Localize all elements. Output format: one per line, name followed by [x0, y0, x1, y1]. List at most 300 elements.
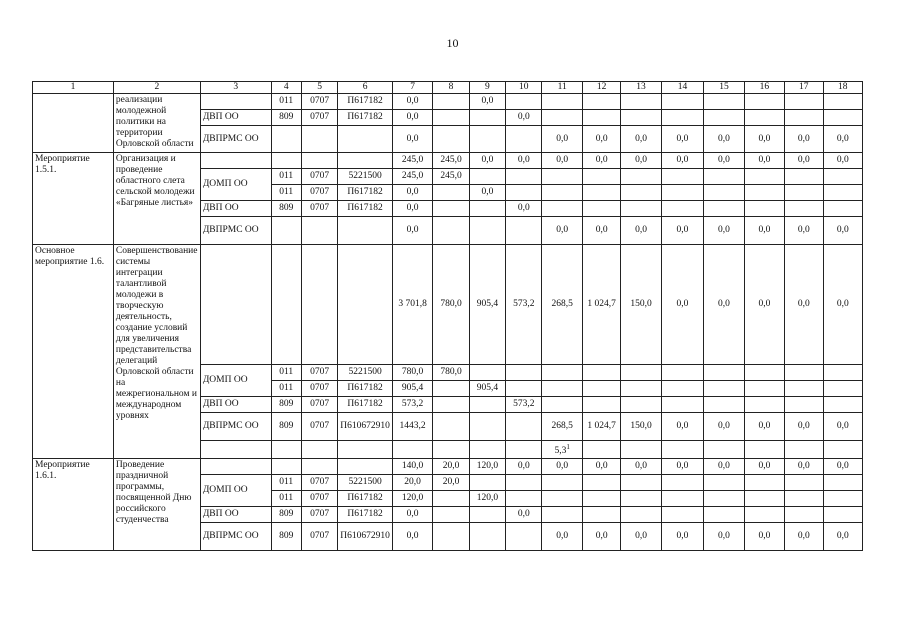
value-cell: П617182 — [338, 185, 393, 201]
value-cell: 0,0 — [392, 110, 432, 126]
value-cell — [704, 381, 744, 397]
table-cell — [506, 441, 542, 459]
table-cell — [506, 169, 542, 185]
value-cell: 0,0 — [785, 413, 823, 441]
value-cell — [744, 491, 784, 507]
value-cell: 120,0 — [392, 491, 432, 507]
value-cell: 0,0 — [744, 217, 784, 245]
value-cell: 268,5 — [542, 245, 582, 365]
value-cell — [744, 507, 784, 523]
value-cell: 0,0 — [542, 217, 582, 245]
table-cell — [469, 413, 505, 441]
value-cell — [704, 397, 744, 413]
value-cell: П617182 — [338, 491, 393, 507]
value-cell — [621, 491, 661, 507]
value-cell — [704, 185, 744, 201]
table-cell — [271, 245, 301, 365]
column-header: 8 — [433, 82, 469, 94]
value-cell — [542, 475, 582, 491]
value-cell: 011 — [271, 94, 301, 110]
value-cell: 0,0 — [621, 153, 661, 169]
value-cell — [469, 475, 505, 491]
value-cell: П610672910 — [338, 523, 393, 551]
table-cell — [271, 459, 301, 475]
value-cell: 0,0 — [704, 413, 744, 441]
value-cell — [704, 169, 744, 185]
source-cell: ДВПРМС ОО — [200, 413, 271, 441]
value-cell — [661, 397, 703, 413]
value-cell: 0,0 — [621, 126, 661, 153]
table-cell — [621, 441, 661, 459]
table-cell — [506, 185, 542, 201]
value-cell: 0,0 — [542, 126, 582, 153]
value-cell — [823, 94, 863, 110]
value-cell: 905,4 — [392, 381, 432, 397]
value-cell: 245,0 — [392, 169, 432, 185]
value-cell: 0,0 — [785, 217, 823, 245]
value-cell: 0,0 — [661, 245, 703, 365]
value-cell: 573,2 — [506, 245, 542, 365]
value-cell: 0707 — [301, 523, 337, 551]
value-cell: 0,0 — [744, 126, 784, 153]
value-cell — [433, 381, 469, 397]
value-cell: 0,0 — [392, 185, 432, 201]
value-cell — [823, 491, 863, 507]
value-cell: 0,0 — [704, 245, 744, 365]
value-cell — [661, 110, 703, 126]
item-name: Организация и проведение областного слета сельской молодежи «Багряные листья» — [113, 153, 200, 245]
value-cell: 0,0 — [744, 459, 784, 475]
value-cell — [785, 185, 823, 201]
value-cell: 0,0 — [661, 523, 703, 551]
value-cell: 0707 — [301, 397, 337, 413]
value-cell — [785, 381, 823, 397]
column-header: 11 — [542, 82, 582, 94]
table-cell — [469, 523, 505, 551]
value-cell — [582, 381, 620, 397]
value-cell — [582, 507, 620, 523]
value-cell: 0707 — [301, 94, 337, 110]
table-cell — [433, 441, 469, 459]
value-cell: 0,0 — [469, 94, 505, 110]
value-cell: 0,0 — [823, 245, 863, 365]
value-cell: 0,0 — [392, 507, 432, 523]
value-cell: 0,0 — [582, 153, 620, 169]
value-cell: 0,0 — [785, 153, 823, 169]
table-cell — [506, 365, 542, 381]
value-cell — [433, 94, 469, 110]
value-cell — [785, 110, 823, 126]
source-cell: ДВП ОО — [200, 397, 271, 413]
value-cell — [621, 381, 661, 397]
table-cell — [469, 201, 505, 217]
value-cell: 20,0 — [433, 475, 469, 491]
value-cell: 0,0 — [785, 523, 823, 551]
table-cell — [301, 126, 337, 153]
value-cell: 0,0 — [506, 459, 542, 475]
value-cell: 0,0 — [506, 153, 542, 169]
table-cell — [301, 459, 337, 475]
value-cell: 809 — [271, 507, 301, 523]
value-cell — [744, 94, 784, 110]
value-cell: П610672910 — [338, 413, 393, 441]
value-cell — [542, 201, 582, 217]
table-cell — [433, 507, 469, 523]
value-cell — [433, 185, 469, 201]
item-name: Проведение праздничной программы, посвященной Дню российского студенчества — [113, 459, 200, 551]
table-cell — [392, 441, 432, 459]
value-cell: 0707 — [301, 110, 337, 126]
source-cell — [200, 153, 271, 169]
value-cell: 0,0 — [506, 507, 542, 523]
table-cell — [200, 441, 271, 459]
value-cell — [469, 169, 505, 185]
value-cell: 5221500 — [338, 169, 393, 185]
value-cell — [621, 475, 661, 491]
table-cell — [469, 507, 505, 523]
table-cell — [271, 153, 301, 169]
value-cell — [744, 201, 784, 217]
value-cell — [785, 475, 823, 491]
table-cell — [823, 441, 863, 459]
value-cell — [542, 185, 582, 201]
table-cell — [338, 153, 393, 169]
value-cell — [621, 365, 661, 381]
value-cell: 150,0 — [621, 245, 661, 365]
value-cell: 809 — [271, 523, 301, 551]
value-cell — [704, 365, 744, 381]
value-cell: 0,0 — [744, 523, 784, 551]
value-cell — [621, 110, 661, 126]
code-cell — [33, 94, 114, 153]
value-cell: 5221500 — [338, 365, 393, 381]
source-cell — [200, 459, 271, 475]
value-cell: 0707 — [301, 413, 337, 441]
source-cell: ДВПРМС ОО — [200, 217, 271, 245]
value-cell: 0,0 — [661, 126, 703, 153]
value-cell — [744, 169, 784, 185]
source-cell: ДОМП ОО — [200, 169, 271, 201]
value-cell: 268,5 — [542, 413, 582, 441]
value-cell — [582, 94, 620, 110]
column-header: 12 — [582, 82, 620, 94]
column-header: 7 — [392, 82, 432, 94]
table-row — [33, 82, 863, 94]
table-cell — [433, 217, 469, 245]
value-cell: 0,0 — [823, 523, 863, 551]
table-row — [33, 459, 863, 475]
value-cell — [823, 365, 863, 381]
column-header: 10 — [506, 82, 542, 94]
value-cell — [744, 397, 784, 413]
value-cell: П617182 — [338, 381, 393, 397]
table-cell — [433, 523, 469, 551]
value-cell: 809 — [271, 397, 301, 413]
value-cell — [785, 365, 823, 381]
value-cell — [823, 507, 863, 523]
value-cell: П617182 — [338, 110, 393, 126]
value-cell: 0707 — [301, 507, 337, 523]
value-cell — [582, 491, 620, 507]
value-cell — [704, 475, 744, 491]
value-cell — [704, 110, 744, 126]
value-cell: 0,0 — [469, 185, 505, 201]
table-cell — [271, 126, 301, 153]
table-cell — [433, 397, 469, 413]
source-cell: ДВП ОО — [200, 507, 271, 523]
column-header: 18 — [823, 82, 863, 94]
source-cell: ДВПРМС ОО — [200, 126, 271, 153]
value-cell: 0707 — [301, 185, 337, 201]
value-cell — [785, 169, 823, 185]
source-cell: ДВПРМС ОО — [200, 523, 271, 551]
table-cell — [301, 441, 337, 459]
value-cell: 120,0 — [469, 491, 505, 507]
value-cell — [744, 381, 784, 397]
value-cell: 0,0 — [785, 126, 823, 153]
value-cell: 245,0 — [433, 169, 469, 185]
table-row — [33, 153, 863, 169]
value-cell — [661, 491, 703, 507]
value-cell: П617182 — [338, 397, 393, 413]
value-cell: П617182 — [338, 94, 393, 110]
column-header: 6 — [338, 82, 393, 94]
value-cell — [542, 169, 582, 185]
value-cell — [506, 94, 542, 110]
column-header: 13 — [621, 82, 661, 94]
table-cell — [433, 126, 469, 153]
value-cell — [785, 491, 823, 507]
value-cell: 0,0 — [661, 153, 703, 169]
footnote-mark: 1 — [566, 442, 570, 451]
value-cell — [661, 185, 703, 201]
value-cell — [661, 507, 703, 523]
value-cell: 0,0 — [785, 459, 823, 475]
value-cell — [661, 365, 703, 381]
value-cell: 5221500 — [338, 475, 393, 491]
value-cell — [661, 475, 703, 491]
value-cell — [744, 110, 784, 126]
value-cell — [582, 185, 620, 201]
value-cell — [433, 491, 469, 507]
value-cell: 0,0 — [704, 153, 744, 169]
value-cell — [704, 94, 744, 110]
value-cell — [704, 201, 744, 217]
value-cell — [621, 507, 661, 523]
value-cell: 780,0 — [433, 245, 469, 365]
source-cell: ДОМП ОО — [200, 365, 271, 397]
source-cell — [200, 94, 271, 110]
value-cell: 0,0 — [661, 459, 703, 475]
value-cell — [621, 94, 661, 110]
table-cell — [506, 491, 542, 507]
table-cell — [506, 413, 542, 441]
item-code: Мероприятие 1.5.1. — [33, 153, 114, 245]
value-cell: 0,0 — [542, 523, 582, 551]
value-cell — [785, 94, 823, 110]
table-cell — [271, 441, 301, 459]
value-cell: 0,0 — [744, 153, 784, 169]
table-cell — [338, 126, 393, 153]
table-cell — [433, 201, 469, 217]
value-cell: 0,0 — [704, 523, 744, 551]
value-cell: 140,0 — [392, 459, 432, 475]
table-cell — [301, 217, 337, 245]
value-cell — [744, 185, 784, 201]
value-cell — [661, 381, 703, 397]
value-cell — [785, 507, 823, 523]
value-cell — [704, 507, 744, 523]
value-cell: 0,0 — [744, 245, 784, 365]
value-cell: 0,0 — [823, 217, 863, 245]
value-cell: 0,0 — [392, 201, 432, 217]
table-cell — [301, 153, 337, 169]
value-cell — [621, 397, 661, 413]
value-cell: 0,0 — [621, 459, 661, 475]
value-cell — [542, 381, 582, 397]
table-cell — [661, 441, 703, 459]
item-name: Совершенствование системы интеграции талантливой молодежи в творческую деятельность, создание условий для увеличения представительства делегаций Орловской области на межрегиональном и международном уровнях — [113, 245, 200, 459]
value-cell: 0,0 — [785, 245, 823, 365]
value-cell — [823, 381, 863, 397]
value-cell — [744, 475, 784, 491]
value-cell — [661, 169, 703, 185]
value-cell: 245,0 — [433, 153, 469, 169]
value-cell: 809 — [271, 201, 301, 217]
column-header: 15 — [704, 82, 744, 94]
value-cell: 573,2 — [392, 397, 432, 413]
value-cell: 3 701,8 — [392, 245, 432, 365]
table-cell — [433, 413, 469, 441]
value-cell — [621, 201, 661, 217]
value-cell — [621, 169, 661, 185]
table-cell — [338, 217, 393, 245]
value-cell: 011 — [271, 185, 301, 201]
value-cell — [823, 475, 863, 491]
value-cell: 0,0 — [506, 110, 542, 126]
value-cell — [823, 185, 863, 201]
source-cell: ДВП ОО — [200, 201, 271, 217]
value-cell: 780,0 — [433, 365, 469, 381]
value-cell — [469, 365, 505, 381]
value-cell — [785, 397, 823, 413]
value-cell — [823, 397, 863, 413]
item-code: Основное мероприятие 1.6. — [33, 245, 114, 459]
item-code: Мероприятие 1.6.1. — [33, 459, 114, 551]
value-cell: 120,0 — [469, 459, 505, 475]
value-cell — [823, 110, 863, 126]
value-cell — [704, 491, 744, 507]
value-cell: 0,0 — [392, 126, 432, 153]
table-cell — [469, 217, 505, 245]
value-cell — [582, 201, 620, 217]
value-cell: 0707 — [301, 475, 337, 491]
value-cell: 1 024,7 — [582, 245, 620, 365]
value-cell: 0,0 — [621, 523, 661, 551]
value-cell: 905,4 — [469, 381, 505, 397]
source-cell — [200, 245, 271, 365]
value-cell: 0707 — [301, 169, 337, 185]
value-cell: 011 — [271, 475, 301, 491]
value-cell: 809 — [271, 110, 301, 126]
table-cell — [582, 441, 620, 459]
value-cell: 0,0 — [823, 459, 863, 475]
value-cell — [582, 169, 620, 185]
value-cell — [469, 110, 505, 126]
value-cell — [542, 94, 582, 110]
value-cell: 0,0 — [506, 201, 542, 217]
table-cell — [744, 441, 784, 459]
column-header: 3 — [200, 82, 271, 94]
value-cell: 011 — [271, 491, 301, 507]
value-cell — [744, 365, 784, 381]
value-cell: 0707 — [301, 381, 337, 397]
value-cell: 0,0 — [704, 217, 744, 245]
value-cell: 150,0 — [621, 413, 661, 441]
table-row — [33, 94, 863, 110]
value-cell: 0,0 — [542, 459, 582, 475]
value-cell: 011 — [271, 169, 301, 185]
table-cell — [506, 126, 542, 153]
value-cell: 0,0 — [392, 94, 432, 110]
value-cell: 20,0 — [433, 459, 469, 475]
page-number: 10 — [446, 36, 459, 50]
value-cell — [582, 365, 620, 381]
column-header: 17 — [785, 82, 823, 94]
value-cell — [582, 397, 620, 413]
column-header: 1 — [33, 82, 114, 94]
value-cell: 0707 — [301, 491, 337, 507]
value-cell — [542, 365, 582, 381]
value-cell: 0,0 — [582, 126, 620, 153]
value-cell: 245,0 — [392, 153, 432, 169]
value-cell — [823, 169, 863, 185]
table-cell — [506, 475, 542, 491]
footnote-value: 5,3 — [554, 446, 567, 457]
table-row — [33, 245, 863, 365]
value-cell — [661, 201, 703, 217]
budget-table — [32, 81, 863, 551]
value-cell: 573,2 — [506, 397, 542, 413]
value-cell: 0,0 — [661, 413, 703, 441]
value-cell — [582, 475, 620, 491]
value-cell: 0,0 — [621, 217, 661, 245]
value-cell: 0707 — [301, 365, 337, 381]
table-cell — [469, 126, 505, 153]
value-cell: П617182 — [338, 201, 393, 217]
value-cell: 0,0 — [582, 217, 620, 245]
value-cell — [621, 185, 661, 201]
value-cell: 011 — [271, 381, 301, 397]
value-cell — [785, 201, 823, 217]
value-cell: 0,0 — [661, 217, 703, 245]
footnote-cell — [542, 441, 582, 459]
table-cell — [338, 441, 393, 459]
value-cell: 1443,2 — [392, 413, 432, 441]
value-cell — [661, 94, 703, 110]
value-cell: 0,0 — [823, 153, 863, 169]
column-header: 16 — [744, 82, 784, 94]
table-cell — [506, 381, 542, 397]
value-cell: 905,4 — [469, 245, 505, 365]
value-cell: 780,0 — [392, 365, 432, 381]
table-cell — [469, 397, 505, 413]
column-header: 14 — [661, 82, 703, 94]
table-cell — [506, 523, 542, 551]
column-header: 5 — [301, 82, 337, 94]
value-cell: 809 — [271, 413, 301, 441]
table-cell — [338, 245, 393, 365]
